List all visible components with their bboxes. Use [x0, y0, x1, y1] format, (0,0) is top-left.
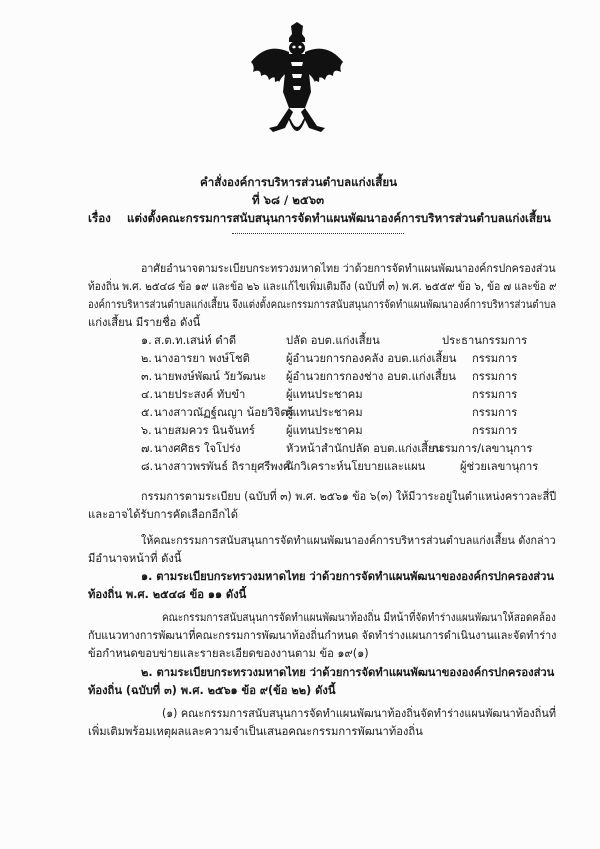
intro-line-4: แก่งเสี้ยน มีรายชื่อ ดังนี้	[88, 316, 201, 329]
duty-line-2: มีอำนาจหน้าที่ ดังนี้	[88, 552, 182, 565]
member-number: ๓.	[141, 370, 153, 383]
member-position: ผู้แทนประชาคม	[286, 424, 363, 437]
member-name: นางสาวพรพันธ์ ถิรายุศรีพงศ์	[154, 460, 291, 473]
member-name: นางศศิธร ใจโปร่ง	[154, 442, 241, 455]
subject-label: เรื่อง	[88, 211, 111, 225]
member-role: กรรมการ	[472, 370, 518, 383]
member-name: นายพงษ์พัฒน์ วัยวัฒนะ	[154, 370, 267, 383]
member-name: นายสมควร นินจันทร์	[154, 424, 255, 437]
section-2-heading-line-2: ท้องถิ่น (ฉบับที่ ๓) พ.ศ. ๒๕๖๑ ข้อ ๙(ข้อ ๒๒) ดังนี้	[88, 684, 336, 697]
subject-text: แต่งตั้งคณะกรรมการสนับสนุนการจัดทำแผนพัฒนาองค์การบริหารส่วนตำบลแก่งเสี้ยน	[127, 211, 551, 225]
member-role: ผู้ช่วยเลขานุการ	[460, 460, 539, 473]
order-number: ที่ ๖๘ / ๒๕๖๓	[252, 193, 324, 207]
section-1-heading-line-1: ๑. ตามระเบียบกระทรวงมหาดไทย ว่าด้วยการจัดทำแผนพัฒนาขององค์กรปกครองส่วน	[141, 570, 555, 583]
garuda-emblem-icon	[247, 22, 347, 148]
member-number: ๑.	[141, 334, 152, 347]
term-line-1: กรรมการตามระเบียบ (ฉบับที่ ๓) พ.ศ. ๒๕๖๑ ข้อ ๖(๓) ให้มีวาระอยู่ในตำแหน่งคราวละสี่ปี	[141, 490, 557, 503]
member-name: นางอารยา พงษ์โชติ	[154, 352, 250, 365]
section-2-body-line-1: (๑) คณะกรรมการสนับสนุนการจัดทำแผนพัฒนาท้องถิ่นจัดทำร่างแผนพัฒนาท้องถิ่นที่	[162, 707, 557, 720]
member-name: นายประสงค์ ทับขำ	[154, 388, 246, 401]
member-position: ผู้อำนวยการกองช่าง อบต.แก่งเสี้ยน	[286, 370, 456, 383]
intro-line-2: ท้องถิ่น พ.ศ. ๒๕๔๘ ข้อ ๑๙ และข้อ ๒๖ และแก้ไขเพิ่มเติมถึง (ฉบับที่ ๓) พ.ศ. ๒๕๕๙ ข้อ ๖, ข้อ ๗ และข้อ ๙	[88, 280, 557, 293]
member-position: นักวิเคราะห์นโยบายและแผน	[286, 460, 426, 473]
member-number: ๔.	[141, 388, 154, 401]
duty-line-1: ให้คณะกรรมการสนับสนุนการจัดทำแผนพัฒนาองค์การบริหารส่วนตำบลแก่งเสี้ยน ดังกล่าว	[141, 534, 556, 547]
section-1-body-line-3: ข้อกำหนดขอบข่ายและรายละเอียดของงานตาม ข้อ ๑๙(๑)	[88, 647, 369, 660]
section-2-body-line-2: เพิ่มเติมพร้อมเหตุผลและความจำเป็นเสนอคณะกรรมการพัฒนาท้องถิ่น	[88, 725, 423, 738]
member-role: ประธานกรรมการ	[442, 334, 528, 347]
section-2-heading-line-1: ๒. ตามระเบียบกระทรวงมหาดไทย ว่าด้วยการจัดทำแผนพัฒนาขององค์กรปกครองส่วน	[141, 666, 555, 679]
member-role: กรรมการ/เลขานุการ	[432, 442, 533, 455]
member-position: ผู้แทนประชาคม	[286, 406, 363, 419]
section-1-heading-line-2: ท้องถิ่น พ.ศ. ๒๕๔๘ ข้อ ๑๑ ดังนี้	[88, 588, 247, 601]
term-line-2: และอาจได้รับการคัดเลือกอีกได้	[88, 508, 239, 521]
member-name: นางสาวณัฏฐ์ณญา น้อยวิจิตร์	[154, 406, 294, 419]
member-position: ผู้อำนวยการกองคลัง อบต.แก่งเสี้ยน	[286, 352, 457, 365]
member-position: หัวหน้าสำนักปลัด อบต.แก่งเสี้ยน	[286, 442, 443, 455]
member-number: ๗.	[141, 442, 153, 455]
member-role: กรรมการ	[472, 352, 518, 365]
header-divider	[232, 233, 404, 234]
member-number: ๖.	[141, 424, 152, 437]
member-role: กรรมการ	[472, 406, 518, 419]
member-role: กรรมการ	[472, 424, 518, 437]
member-number: ๒.	[141, 352, 152, 365]
member-number: ๕.	[141, 406, 154, 419]
member-position: ผู้แทนประชาคม	[286, 388, 363, 401]
member-number: ๘.	[141, 460, 154, 473]
section-1-body-line-2: กับแนวทางการพัฒนาที่คณะกรรมการพัฒนาท้องถิ่นกำหนด จัดทำร่างแผนการดำเนินงานและจัดทำร่าง	[88, 629, 557, 642]
member-position: ปลัด อบต.แก่งเสี้ยน	[286, 334, 380, 347]
member-name: ส.ต.ท.เสน่ห์ ดำดี	[154, 334, 237, 347]
intro-line-1: อาศัยอำนาจตามระเบียบกระทรวงมหาดไทย ว่าด้วยการจัดทำแผนพัฒนาองค์กรปกครองส่วน	[141, 262, 556, 275]
section-1-body-line-1: คณะกรรมการสนับสนุนการจัดทำแผนพัฒนาท้องถิ่น มีหน้าที่จัดทำร่างแผนพัฒนาให้สอดคล้อง	[162, 611, 556, 624]
intro-line-3: องค์การบริหารส่วนตำบลแก่งเสี้ยน จึงแต่งตั้งคณะกรรมการสนับสนุนการจัดทำแผนพัฒนาองค์การบริหารส่วนตำบล	[88, 298, 557, 311]
member-role: กรรมการ	[472, 388, 518, 401]
order-title: คำสั่งองค์การบริหารส่วนตำบลแก่งเสี้ยน	[200, 175, 398, 189]
